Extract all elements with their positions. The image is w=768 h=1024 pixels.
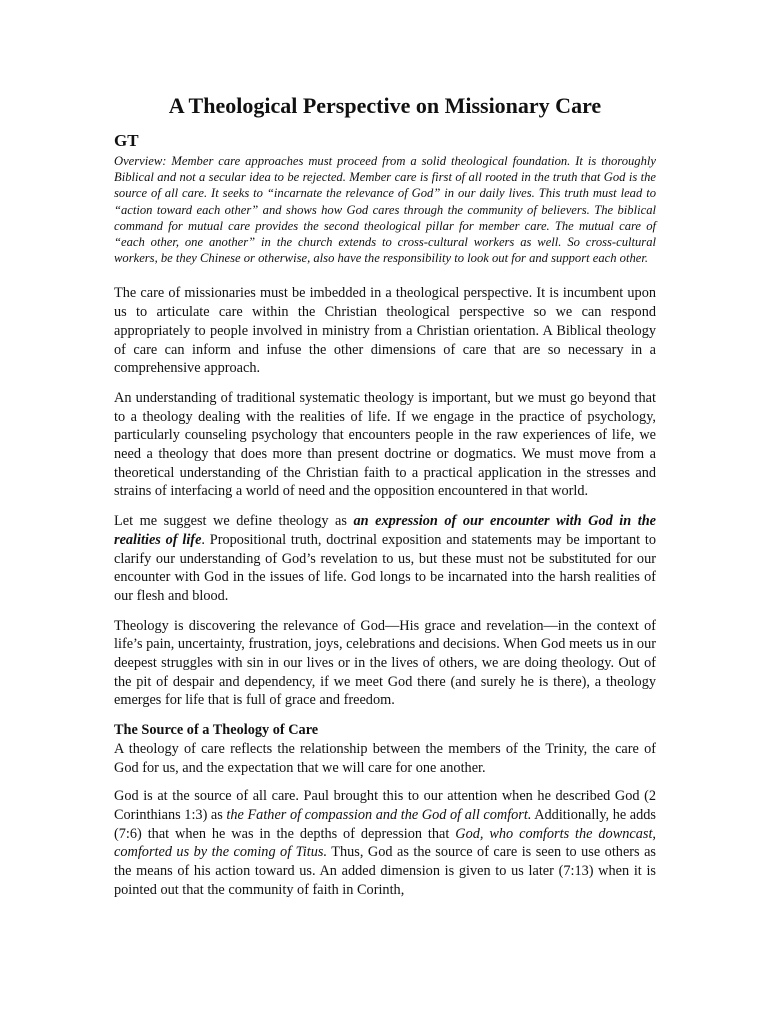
- scripture-quote-1: the Father of compassion and the God of all comfort.: [226, 807, 532, 823]
- theology-definition-emphasis: an expression of our encounter with God in the realities of life: [114, 513, 656, 548]
- paragraph-6-middle: Additionally, he adds (7:6) that when he was in the depths of depression that: [114, 807, 656, 842]
- author-initials: GT: [114, 131, 139, 150]
- body-paragraph-4: Theology is discovering the relevance of God—His grace and revelation—in the context of life’s pain, uncertainty, frustration, joys, celebrations and decisions. When God meets us in our deepest struggles with sin in our lives or in the lives of others, we are doing theology. Out of the pit of despair and dependency, if we meet God there (and surely he is there), a theology emerges for life that is full of grace and freedom.: [114, 617, 656, 709]
- document-title: A Theological Perspective on Missionary Care: [168, 93, 602, 118]
- overview-paragraph: Overview: Member care approaches must proceed from a solid theological foundation. It is thoroughly Biblical and not a secular idea to be rejected. Member care is first of all rooted in the truth that God is the source of all care. It seeks to “incarnate the relevance of God” in our daily lives. This truth must lead to “action toward each other” and shows how God cares through the community of believers. The biblical command for mutual care provides the second theological pillar for member care. The mutual care of “each other, one another” in the church extends to cross-cultural workers as well. So cross-cultural workers, be they Chinese or otherwise, also have the responsibility to look out for and support each other.: [114, 154, 656, 266]
- body-paragraph-5: A theology of care reflects the relationship between the members of the Trinity, the care of God for us, and the expectation that we will care for one another.: [114, 740, 656, 776]
- body-paragraph-6: [114, 787, 656, 899]
- scripture-quote-2: God, who comforts the downcast, comforted us by the coming of Titus.: [114, 825, 656, 861]
- paragraph-3-lead: Let me suggest we define theology as: [114, 513, 354, 530]
- section-heading-source-of-care: The Source of a Theology of Care: [114, 722, 319, 739]
- body-paragraph-3: [114, 512, 656, 606]
- paragraph-3-rest: . Propositional truth, doctrinal exposition and statements may be important to clarify our understanding of God’s revelation to us, but these must not be substituted for our encounter with God in the issues of life. God longs to be incarnated into the harsh realities of our flesh and blood.: [114, 531, 656, 604]
- body-paragraph-2: An understanding of traditional systematic theology is important, but we must go beyond that to a theology dealing with the realities of life. If we engage in the practice of psychology, particularly counseling psychology that encounters people in the raw experiences of life, we need a theology that does more than present doctrine or dogmatics. We must move from a theoretical understanding of the Christian faith to a practical application in the stresses and strains of interfacing a world of need and the opposition encountered in that world.: [114, 389, 656, 500]
- paragraph-6-rest: Thus, God as the source of care is seen to use others as the means of his action toward us. An added dimension is given to us later (7:13) when it is pointed out that the community of faith in Corinth,: [114, 844, 656, 898]
- paragraph-6-lead: God is at the source of all care. Paul brought this to our attention when he described God (2 Corinthians 1:3) as: [114, 788, 656, 823]
- body-paragraph-1: The care of missionaries must be imbedded in a theological perspective. It is incumbent upon us to articulate care within the Christian theological perspective so we can respond appropriately to people involved in ministry from a Christian orientation. A Biblical theology of care can inform and infuse the other dimensions of care that are so necessary in a comprehensive approach.: [114, 285, 656, 377]
